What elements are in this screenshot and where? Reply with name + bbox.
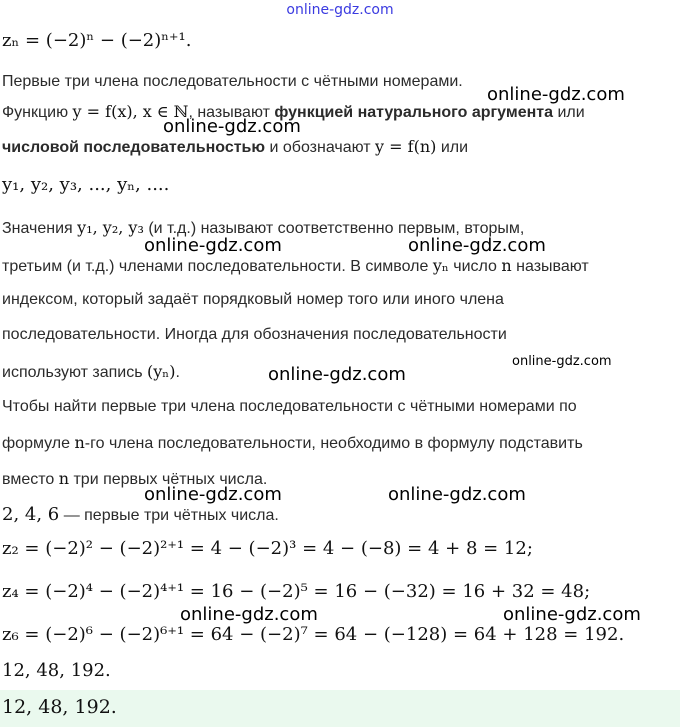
watermark: online-gdz.com — [512, 354, 612, 369]
text-span: и обозначают — [265, 139, 376, 156]
watermark: online-gdz.com — [388, 484, 526, 505]
text-span: формуле — [2, 435, 75, 452]
text-span: вместо — [2, 471, 59, 488]
watermark: online-gdz.com — [408, 235, 546, 256]
heading: Первые три члена последовательности с чётными номерами. — [2, 73, 463, 90]
paragraph-line-2 — [2, 137, 468, 157]
math-span: 2, 4, 6 — [2, 504, 60, 525]
text-span: называют — [511, 258, 589, 275]
text-span: третьим (и т.д.) членами последовательности. В символе — [2, 258, 433, 275]
watermark: online-gdz.com — [268, 364, 406, 385]
paragraph-line-7 — [2, 362, 180, 382]
text-span: число — [448, 258, 502, 275]
math-span: yₙ — [432, 256, 449, 275]
bold-term: функцией натурального аргумента — [274, 104, 553, 121]
math-span: y₁, y₂, y₃ — [77, 218, 144, 237]
math-span: n — [58, 469, 70, 488]
text-span: Функцию — [2, 104, 73, 121]
watermark: online-gdz.com — [144, 235, 282, 256]
text-span: — первые три чётных числа. — [59, 507, 279, 524]
watermark: online-gdz.com — [163, 116, 301, 137]
text-span: (и т.д.) называют соответственно первым, вторым, — [143, 220, 525, 237]
watermark: online-gdz.com — [144, 484, 282, 505]
text-span: Значения — [2, 220, 78, 237]
bold-term: числовой последовательностью — [2, 139, 266, 156]
paragraph-line-8: Чтобы найти первые три члена последовательности с чётными номерами по — [2, 398, 577, 415]
watermark: online-gdz.com — [487, 84, 625, 105]
paragraph-line-5: индексом, который задаёт порядковый номер того или иного члена — [2, 291, 504, 308]
math-span: y = f(x), x ∈ ℕ — [72, 102, 189, 121]
result-line: 12, 48, 192. — [2, 660, 111, 681]
math-span: y = f(n) — [375, 137, 437, 156]
text-span: или — [436, 139, 469, 156]
text-span: . — [175, 364, 180, 381]
math-span: n — [74, 433, 85, 452]
text-span: три первых чётных числа. — [69, 471, 268, 488]
even-numbers-line — [2, 504, 279, 525]
header-watermark: online-gdz.com — [286, 2, 394, 18]
z4-computation: z₄ = (−2)⁴ − (−2)⁴⁺¹ = 16 − (−2)⁵ = 16 − (−32) = 16 + 32 = 48; — [2, 581, 591, 602]
text-span: , называют — [188, 104, 275, 121]
paragraph-line-6: последовательности. Иногда для обозначения последовательности — [2, 326, 507, 343]
paragraph-line-9 — [2, 433, 583, 453]
text-span: или — [553, 104, 585, 121]
sequence-notation: y₁, y₂, y₃, ..., yₙ, .... — [2, 174, 170, 195]
watermark: online-gdz.com — [180, 604, 318, 625]
z6-computation: z₆ = (−2)⁶ − (−2)⁶⁺¹ = 64 − (−2)⁷ = 64 − (−128) = 64 + 128 = 192. — [2, 624, 625, 645]
watermark: online-gdz.com — [503, 604, 641, 625]
z2-computation: z₂ = (−2)² − (−2)²⁺¹ = 4 − (−2)³ = 4 − (−8) = 4 + 8 = 12; — [2, 538, 533, 559]
main-formula: zₙ = (−2)ⁿ − (−2)ⁿ⁺¹. — [2, 30, 192, 51]
text-span: используют запись — [2, 364, 148, 381]
paragraph-line-4 — [2, 256, 589, 276]
math-span: n — [501, 256, 512, 275]
answer-text: 12, 48, 192. — [2, 696, 117, 718]
answer-box — [0, 690, 680, 727]
text-span: -го члена последовательности, необходимо в формулу подставить — [84, 435, 583, 452]
math-span: (yₙ) — [147, 362, 176, 381]
